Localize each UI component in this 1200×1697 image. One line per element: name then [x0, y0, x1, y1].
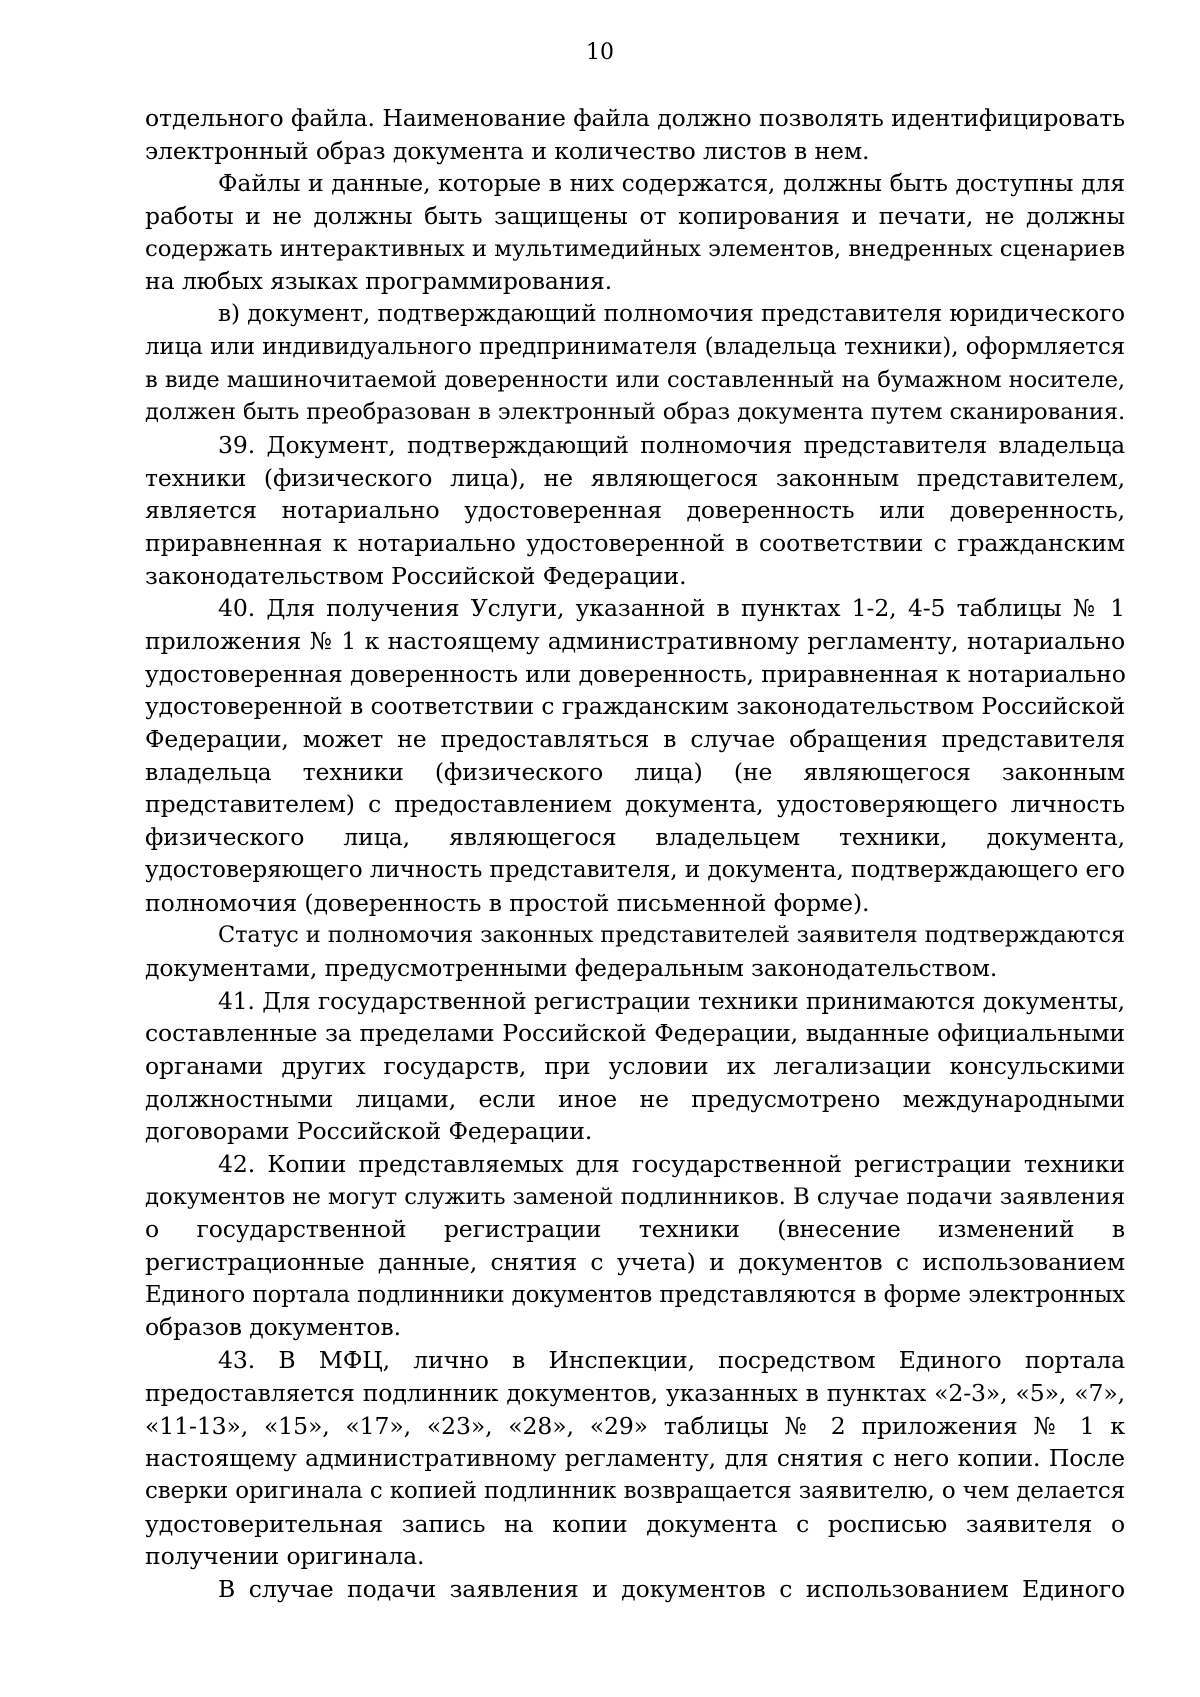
- text-line: документов не могут служить заменой подлинников. В случае подачи заявления: [145, 1183, 1125, 1210]
- text-line: представителем) с предоставлением документа, удостоверяющего личность: [145, 790, 1125, 819]
- text-line: 40. Для получения Услуги, указанной в пунктах 1-2, 4-5 таблицы № 1: [218, 594, 1125, 623]
- text-line: регистрационные данные, снятия с учета) и документов с использованием: [145, 1248, 1125, 1277]
- text-line: удостоверительная запись на копии документа с росписью заявителя о: [145, 1509, 1125, 1538]
- text-line: сверки оригинала с копией подлинник возвращается заявителю, о чем делается: [145, 1477, 1125, 1504]
- text-line: удостоверенная доверенность или доверенность, приравненная к нотариально: [145, 659, 1126, 688]
- text-line: должен быть преобразован в электронный образ документа путем сканирования.: [145, 399, 1126, 426]
- text-line: должностными лицами, если иное не предусмотрено международными: [145, 1084, 1125, 1113]
- text-line: в) документ, подтверждающий полномочия представителя юридического: [218, 300, 1125, 328]
- text-line: Единого портала подлинники документов представляются в форме электронных: [145, 1281, 1125, 1308]
- text-line: Федерации, может не предоставляться в случае обращения представителя: [145, 725, 1125, 754]
- text-line: договорами Российской Федерации.: [145, 1117, 593, 1146]
- text-line: о государственной регистрации техники (внесение изменений в: [145, 1215, 1125, 1244]
- text-line: получении оригинала.: [145, 1542, 425, 1571]
- text-line: является нотариально удостоверенная доверенность или доверенность,: [145, 496, 1125, 525]
- text-line: Статус и полномочия законных представителей заявителя подтверждаются: [218, 922, 1125, 949]
- text-line: удостоверяющего личность представителя, и документа, подтверждающего его: [145, 856, 1125, 883]
- text-line: владельца техники (физического лица) (не являющегося законным: [145, 757, 1125, 786]
- text-line: приложения № 1 к настоящему административному регламенту, нотариально: [145, 627, 1125, 655]
- text-line: на любых языках программирования.: [145, 267, 613, 296]
- document-body: [145, 102, 1125, 1606]
- text-line: полномочия (доверенность в простой письменной форме).: [145, 888, 870, 917]
- text-line: работы и не должны быть защищены от копирования и печати, не должны: [145, 202, 1125, 231]
- page-number: 10: [586, 40, 614, 65]
- text-line: органами других государств, при условии их легализации консульскими: [145, 1051, 1125, 1080]
- text-line: настоящему административному регламенту, для снятия с него копии. После: [145, 1444, 1125, 1473]
- text-line: предоставляется подлинник документов, указанных в пунктах «2-3», «5», «7»,: [145, 1378, 1125, 1407]
- text-line: содержать интерактивных и мультимедийных элементов, внедренных сценариев: [145, 235, 1125, 262]
- text-line: электронный образ документа и количество листов в нем.: [145, 136, 870, 165]
- text-line: законодательством Российской Федерации.: [145, 561, 687, 590]
- text-line: «11-13», «15», «17», «23», «28», «29» таблицы № 2 приложения № 1 к: [145, 1411, 1125, 1440]
- text-line: в виде машиночитаемой доверенности или составленный на бумажном носителе,: [145, 366, 1125, 393]
- text-line: техники (физического лица), не являющегося законным представителем,: [145, 463, 1125, 492]
- text-line: 39. Документ, подтверждающий полномочия представителя владельца: [218, 430, 1125, 459]
- text-line: лица или индивидуального предпринимателя (владельца техники), оформляется: [145, 333, 1125, 360]
- text-line: физического лица, являющегося владельцем техники, документа,: [145, 823, 1125, 852]
- text-line: 43. В МФЦ, лично в Инспекции, посредством Единого портала: [218, 1346, 1125, 1375]
- text-line: В случае подачи заявления и документов с использованием Единого: [218, 1574, 1125, 1603]
- text-line: составленные за пределами Российской Федерации, выданные официальными: [145, 1019, 1125, 1048]
- text-line: удостоверенной в соответствии с гражданским законодательством Российской: [145, 692, 1125, 721]
- text-line: документами, предусмотренными федеральным законодательством.: [145, 953, 998, 982]
- text-line: отдельного файла. Наименование файла должно позволять идентифицировать: [145, 104, 1125, 132]
- text-line: 42. Копии представляемых для государственной регистрации техники: [218, 1150, 1125, 1178]
- text-line: 41. Для государственной регистрации техники принимаются документы,: [218, 986, 1125, 1015]
- text-line: приравненная к нотариально удостоверенной в соответствии с гражданским: [145, 528, 1125, 557]
- text-line: образов документов.: [145, 1313, 401, 1342]
- text-line: Файлы и данные, которые в них содержатся, должны быть доступны для: [218, 169, 1125, 198]
